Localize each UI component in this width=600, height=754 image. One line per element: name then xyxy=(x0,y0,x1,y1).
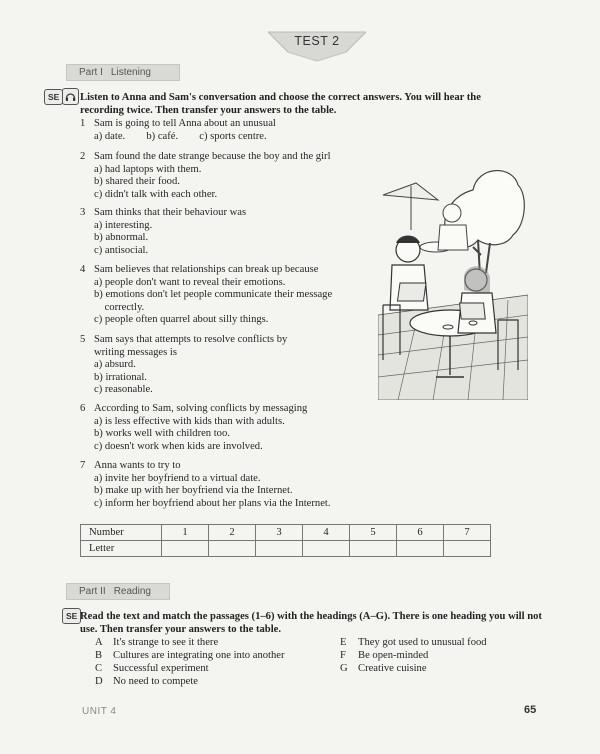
answer-cell[interactable] xyxy=(444,541,491,557)
part2-tab-sublabel: Reading xyxy=(113,586,151,597)
table-header-letter: Letter xyxy=(81,541,162,557)
heading-E: E They got used to unusual food xyxy=(340,637,487,648)
cafe-illustration xyxy=(378,155,528,405)
question-3: 3 Sam thinks that their behaviour was a) interesting. b) abnormal. c) antisocial. xyxy=(80,207,247,256)
table-cell-number: 7 xyxy=(444,525,491,541)
table-cell-number: 2 xyxy=(209,525,256,541)
table-row xyxy=(81,541,491,557)
table-cell-number: 4 xyxy=(303,525,350,541)
table-row xyxy=(81,525,491,541)
part1-tab xyxy=(66,64,180,81)
question-5: 5 Sam says that attempts to resolve conflicts by writing messages is a) absurd. b) irrational. c) reasonable. xyxy=(80,334,288,396)
heading-A: A It's strange to see it there xyxy=(95,637,219,648)
se-badge: SE xyxy=(62,608,81,624)
headphones-icon xyxy=(62,88,79,105)
se-badge: SE xyxy=(44,89,63,105)
heading-F: F Be open-minded xyxy=(340,650,429,661)
answer-cell[interactable] xyxy=(397,541,444,557)
question-7: 7 Anna wants to try to a) invite her boyfriend to a virtual date. b) make up with her boyfriend via the Internet. c) inform her boyfriend about her plans via the Internet. xyxy=(80,460,331,509)
part1-tab-sublabel: Listening xyxy=(110,67,151,78)
part1-tab-label: Part I xyxy=(79,67,103,78)
answer-cell[interactable] xyxy=(162,541,209,557)
table-cell-number: 5 xyxy=(350,525,397,541)
heading-B: B Cultures are integrating one into another xyxy=(95,650,285,661)
question-4: 4 Sam believes that relationships can break up because a) people don't want to reveal their emotions. b) emotions don't let people communicate their message correctly. c) people often quarrel about silly things. xyxy=(80,264,333,326)
heading-C: C Successful experiment xyxy=(95,663,209,674)
test-banner xyxy=(268,30,366,60)
test-title: TEST 2 xyxy=(294,34,340,48)
part2-tab xyxy=(66,583,170,600)
answer-cell[interactable] xyxy=(303,541,350,557)
question-1: 1 Sam is going to tell Anna about an unusual a) date. b) café. c) sports centre. xyxy=(80,118,276,142)
page-number: 65 xyxy=(524,704,537,716)
question-6: 6 According to Sam, solving conflicts by messaging a) is less effective with kids than with adults. b) works well with children too. c) doesn't work when kids are involved. xyxy=(80,403,308,452)
heading-D: D No need to compete xyxy=(95,676,199,687)
heading-G: G Creative cuisine xyxy=(340,663,427,674)
question-2: 2 Sam found the date strange because the boy and the girl a) had laptops with them. b) shared their food. c) didn't talk with each other. xyxy=(80,151,331,200)
answer-cell[interactable] xyxy=(350,541,397,557)
part1-instruction: Listen to Anna and Sam's conversation and choose the correct answers. You will hear the recording twice. Then transfer your answers to the table. xyxy=(80,92,481,116)
footer-unit: UNIT 4 xyxy=(82,706,117,717)
table-cell-number: 1 xyxy=(162,525,209,541)
table-cell-number: 3 xyxy=(256,525,303,541)
part2-tab-label: Part II xyxy=(79,586,106,597)
answer-table-part1 xyxy=(80,524,491,557)
part2-instruction: Read the text and match the passages (1–6) with the headings (A–G). There is one heading you will not use. Then transfer your answers to the table. xyxy=(80,611,542,635)
answer-cell[interactable] xyxy=(256,541,303,557)
table-header-number: Number xyxy=(81,525,162,541)
table-cell-number: 6 xyxy=(397,525,444,541)
answer-cell[interactable] xyxy=(209,541,256,557)
